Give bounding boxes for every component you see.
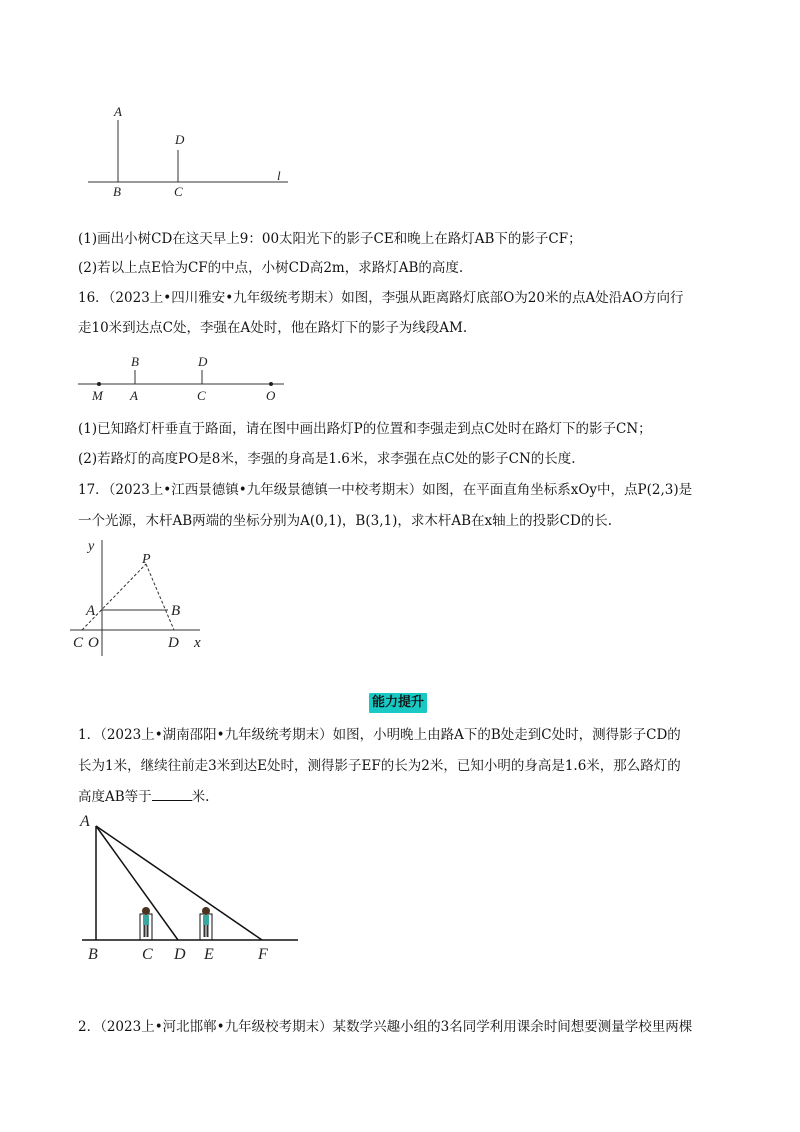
person-at-c-icon <box>140 907 152 940</box>
q16-line2: 走10米到达点C处，李强在A处时，他在路灯下的影子为线段AM. <box>78 320 468 336</box>
label-O: O <box>88 635 99 651</box>
label-A: A <box>130 388 138 403</box>
label-B: B <box>171 603 181 619</box>
label-B: B <box>113 184 121 199</box>
label-D: D <box>198 354 208 369</box>
label-A: A <box>86 603 96 619</box>
figure-lamp-line <box>78 352 298 407</box>
figure-tree-lamp <box>80 100 300 200</box>
q15-part2: (2)若以上点E恰为CF的中点，小树CD高2m，求路灯AB的高度. <box>78 260 464 276</box>
q15-part1: (1)画出小树CD在这天早上9：00太阳光下的影子CE和晚上在路灯AB下的影子CF； <box>78 231 582 247</box>
p1-line3 <box>78 787 209 807</box>
q16-line1: 16．（2023上•四川雅安•九年级统考期末）如图，李强从距离路灯底部O为20米的点A处沿AO方向行 <box>78 290 684 306</box>
label-P: P <box>142 552 151 567</box>
label-C: C <box>197 388 206 403</box>
label-D: D <box>174 946 186 963</box>
figure-coordinate-plane <box>70 536 220 656</box>
p1-line1: 1．（2023上•湖南邵阳•九年级统考期末）如图，小明晚上由路A下的B处走到C处时，测得影子CD的 <box>78 727 681 743</box>
label-O: O <box>266 388 276 403</box>
person-at-e-icon <box>200 907 212 940</box>
q16-part1: (1)已知路灯杆垂直于路面，请在图中画出路灯P的位置和李强走到点C处时在路灯下的影子CN； <box>78 421 652 437</box>
label-D: D <box>175 132 185 147</box>
q16-part2: (2)若路灯的高度PO是8米，李强的身高是1.6米，求李强在点C处的影子CN的长度. <box>78 451 576 467</box>
label-M: M <box>92 388 103 403</box>
q17-line2: 一个光源，木杆AB两端的坐标分别为A(0,1)，B(3,1)，求木杆AB在x轴上的投影CD的长. <box>78 513 613 529</box>
label-C: C <box>174 184 183 199</box>
label-A: A <box>80 813 90 830</box>
label-F: F <box>258 946 268 963</box>
label-y: y <box>88 539 95 554</box>
answer-blank[interactable] <box>152 788 192 801</box>
label-C: C <box>73 635 84 651</box>
section-title: 能力提升 <box>369 693 427 713</box>
label-E: E <box>204 946 214 963</box>
q17-line1: 17．（2023上•江西景德镇•九年级景德镇一中校考期末）如图，在平面直角坐标系xOy中，点P(2,3)是 <box>78 482 693 498</box>
label-D: D <box>168 635 179 651</box>
label-B: B <box>131 354 139 369</box>
label-C: C <box>142 946 153 963</box>
label-A: A <box>114 104 122 119</box>
label-l: l <box>277 168 281 183</box>
p1-line2: 长为1米，继续往前走3米到达E处时，测得影子EF的长为2米，已知小明的身高是1.6米，那么路灯的 <box>78 758 681 774</box>
figure-lamp-shadows <box>78 812 308 962</box>
p1-line3-after: 米. <box>191 789 210 805</box>
p1-line3-before: 高度AB等于 <box>78 789 152 805</box>
label-x: x <box>194 635 201 651</box>
p2-line1: 2．（2023上•河北邯郸•九年级校考期末）某数学兴趣小组的3名同学利用课余时间想要测量学校里两棵 <box>78 1019 693 1035</box>
label-B: B <box>88 946 98 963</box>
